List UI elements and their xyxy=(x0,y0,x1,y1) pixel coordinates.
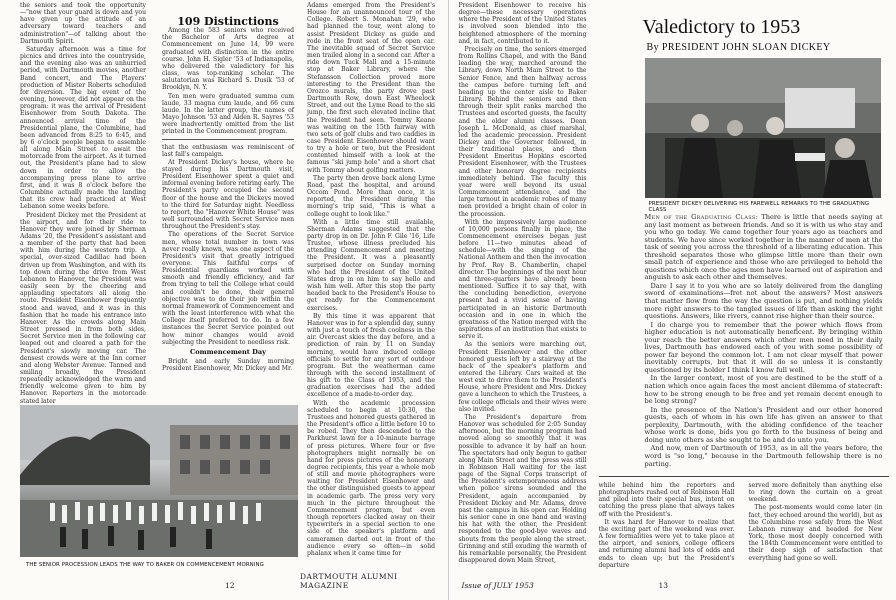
procession-photo-image xyxy=(20,405,298,557)
paragraph: With the impressively large audience of 10,000 persons finally in place, the Commencement exercises began just before 11—two minutes ahead of schedule—with the singing of the National Anthem and then the invocation by Prof. Roy B. Chamberlin, chapel director. The beginnings of the next hour and three-quarters have already been mentioned. Suffice it to say that, with the concluding benediction, everyone present had a vivid sense of having participated in an historic Dartmouth occasion and in one in which the greatness of the Nation merged with the aspirations of an institution that exists to serve it. xyxy=(458,218,587,341)
footer-magazine-title: DARTMOUTH ALUMNI MAGAZINE xyxy=(300,572,398,590)
paragraph: while behind him the reporters and photographers rushed out of Robinson Hall and piled into their special bus, intent on catching the press plane that always takes off with the President's. xyxy=(598,482,735,518)
paragraph: Bright and early Sunday morning President Eisenhower, Mr. Dickey and Mr. xyxy=(162,358,294,373)
paragraph: As the seniors were marching out, President Eisenhower and the other honored guests left by a stairway at the back of the speaker's platform and entered the Library. Cars waited at the west exit to drive them to the President's House, where President and Mrs. Dickey gave a luncheon to which the Trustees, a few college officials and their wives were also invited. xyxy=(458,341,587,413)
address-paragraph: And now, men of Dartmouth of 1953, as in all the years before, the word is "so long," because in the Dartmouth fellowship there is no parting. xyxy=(644,444,883,468)
section-heading: 109 Distinctions xyxy=(177,15,279,28)
paragraph: It was hard for Hanover to realize that the exciting part of the weekend was over. A few formalities were yet to take place at the airport, and seniors, college officers and returning alumni had lots of odds and ends to clean up; but the President's departure xyxy=(598,518,735,569)
right-page xyxy=(449,0,896,600)
footer-issue-date: Issue of JULY 1953 xyxy=(461,581,534,590)
address-paragraph: Dare I say it to you who are so lately delivered from the dangling sword of examinations—fret not about the answers? Most answers that matter flow from the way the question is put, and nothing yields more right answers to the tangled issues of life than asking the right questions. Answers, like rivers, cannot rise higher than their source. xyxy=(644,281,883,321)
address-paragraph: In the presence of the Nation's President and our other honored guests, each of whom in his own life has given an answer to that perplexity, Dartmouth, with the abiding confidence of the teacher whose work is done, bids you go forth to the business of being and doing unto others as she sought to be and do unto you. xyxy=(644,405,883,444)
right-column-2 xyxy=(599,482,735,578)
paragraph: Precisely on time, the seniors emerged from Rollins Chapel, and with the Band leading the way, marched around the Library, down North Main Street to the Senior Fence, and then halfway across the campus before turning left and heading up the center aisle to Baker Library. Behind the seniors and then through their split ranks marched the Trustees and escorted guests, the faculty and the older alumni classes. Dean Joseph L. McDonald, as chief marshal, led the academic procession. President Dickey and the Governor followed, in their traditional places, and then President Emeritus Hopkins escorted President Eisenhower, with the Trustees and other honorary degree recipients immediately behind. The faculty this year were well beyond its usual Commencement attendance, and the large turnout in academic robes of many men provided a bright chain of color in the procession. xyxy=(458,45,587,218)
page-number-left: 12 xyxy=(225,581,235,590)
address-paragraph: In the larger context, most of you are destined to be the stuff of a nation which once again faces the most ancient dilemma of statecraft: how to be strong enough to be free and yet remain decent enough to be long strong? xyxy=(644,374,883,406)
address-opening: There is little that needs saying at any last moment as between friends. And so it is with us who stay and you who go today. We came together four years ago as teachers and students. We have since worked together in the manner of men at the task of seeing you across the threshold of a liberating education. This threshold separates those who glimpse little more than their own small patch of experience and those who are privileged to behold the questions which once the ages men have learned out of aspiration and anguish to ask each other and themselves. xyxy=(644,213,883,282)
paragraph: Among the 583 seniors who received the Bachelor of Arts degree at Commencement on June 14, 99 were graduated with distinction in the entire course. John H. Sigler '53 of Indianapolis, who delivered the valedictory for his class, was top-ranking scholar. The salutatorian was Richard S. Dusik '53 of Brooklyn, N. Y. xyxy=(162,27,294,92)
valedictory-address xyxy=(645,214,883,472)
dickey-photo-image xyxy=(645,58,881,198)
paragraph: With a little time still available, Sherman Adams suggested that the party drop in on Dr. John F. Gile '16, Life Trustee, whose illness precluded his attending Commencement and meeting the President. It was a pleasantly surprised doctor on Sunday morning who had the President of the United States drop in on him to say hello and wish him well. After this stop the party headed back to the President's House to get ready for the Commencement exercises. xyxy=(307,218,435,312)
address-divider xyxy=(599,476,889,477)
paragraph: The operations of the Secret Service men, whose total number in town was never really known, was one aspect of the President's visit that greatly intrigued everyone. This faithful corps of Presidential guardians worked with smooth and friendly efficiency, and far from trying to tell the College what could and couldn't be done, their general objective was to do their job within the normal framework of Commencement and with the least interference with what the College itself preferred to do. In a few instances the Secret Service pointed out how minor changes would avoid subjecting the President to needless risk. xyxy=(162,231,294,346)
dickey-photo xyxy=(645,58,881,198)
paragraph: Adams emerged from the President's House for an unannounced tour of the College. Robert S. Monahan '29, who had planned the tour, went along to assist President Dickey as guide and rode in the front seat of the open car. The inevitable squad of Secret Service men trailed along in a second car. After a ride down Tuck Mall and a 15-minute stop at Baker Library, where the Stefansson Collection proved more interesting to the President than the Orozco murals, the party drove past Dartmouth Row, down East Wheelock Street, and out the Lyme Road to the ski jump, the first such elevated incline that the President had seen. Tommy Keane was waiting on the 15th fairway with two sets of golf clubs and two caddies in case President Eisenhower should want to try a hole or two, but the President contented himself with a look at the famous "ski jump hole" and a short chat with Tommy about golfing matters. xyxy=(307,2,435,174)
article-title: Valedictory to 1953 xyxy=(642,16,801,38)
procession-photo xyxy=(20,405,298,557)
address-paragraph: I do charge you to remember that the power which flows from higher education is not automatically beneficent. By bringing within your reach the better answers which other men need in their daily lives, Dartmouth has endowed each of you with some possibility of power far beyond the common lot. I am not clear myself that power inevitably corrupts, but that it will do so unless it is constantly questioned by its holder I think I know full well. xyxy=(644,320,883,374)
paragraph: served more definitely than anything else to ring down the curtain on a great weekend. xyxy=(748,482,883,504)
paragraph: By this time it was apparent that Hanover was in for a splendid day, sunny with just a touch of fresh coolness in the air. Overcast skies the day before, and a prediction of rain by 11 on Sunday morning, would have induced college officials to settle for any sort of outdoor program. But the weatherman came through with the second installment of his gift to the Class of 1953, and the graduation exercises had the added excellence of a made-to-order day. xyxy=(307,312,435,399)
paragraph: Ten men were graduated summa cum laude, 33 magna cum laude, and 66 cum laude. In the latter group, the names of Mayo Johnson '53 and Alden R. Sayres '53 were inadvertently omitted from the list printed in the Commencement program. xyxy=(162,92,294,136)
paragraph: President Dickey met the President at the airport, and for their ride to Hanover they were joined by Sherman Adams '20, the President's assistant and a member of the party that had been with him during the western trip. A special, over-sized Cadillac had been driven up from Washington, and with its top down during the drive from West Lebanon to Hanover, the President was easily seen by the cheering and applauding spectators all along the route. President Eisenhower frequently stood and waved, and it was in this fashion that he made his entrance into Hanover. As the crowds along Main Street pressed in from both sides, Secret Service men in the following car leaped out and cleared a path for the President's slowly moving car. The densest crowds were at the Inn corner and along Webster Avenue. Tanned and smiling broadly, the President repeatedly acknowledged the warm and friendly welcome given to him by Hanover. Reporters in the motorcade stated later xyxy=(20,211,146,405)
paragraph: The post-moments would come later (in fact, they echoed around the world), but as the Columbine rose safely from the West Lebanon runway and headed for New York, those most deeply concerned with the 184th Commencement were entitled to their deep sigh of satisfaction that everything had gone so well. xyxy=(748,504,883,562)
section-subheading: Commencement Day xyxy=(190,347,266,356)
paragraph: At President Dickey's house, where he stayed during his Dartmouth visit, President Eisenhower spent a quiet and informal evening before retiring early. The President's party occupied the second floor of the house and the Dickeys moved to the third for Saturday night. Needless to report, the "Hanover White House" was well surrounded with Secret Service men throughout the President's stay. xyxy=(162,158,294,231)
right-column-3 xyxy=(749,482,883,578)
address-salutation: Men of the Graduating Class: xyxy=(644,213,759,221)
paragraph: the seniors and took the opportunity—"now that your guard is down and you have given up the attitude of an adversary toward teachers and administration"—of talking about the Dartmouth Spirit. xyxy=(20,2,146,45)
section-rule xyxy=(162,139,294,140)
left-column-2 xyxy=(162,2,294,397)
page-number-right: 13 xyxy=(658,581,669,590)
paragraph: The party then drove back along Lyme Road, past the hospital, and around Occom Pond. More than once, it is reported, the President during the morning's trip said, "This is what a college ought to look like." xyxy=(307,174,435,218)
left-column-3 xyxy=(307,2,435,582)
right-column-1 xyxy=(458,2,587,565)
paragraph: Saturday afternoon was a time for picnics and drives into the countryside, and the evening also was an unhurried period, with Dartmouth movies, another Band concert, and The Players' production of Mister Roberts scheduled for diversion. The big event of the evening, however, did not appear on the program: it was the arrival of President Eisenhower from South Dakota. The announced arrival time of the Presidential plane, the Columbine, had been advanced from 8:25 to 6:45, and by 6 o'clock people began to assemble all along Main Street to await the motorcade from the airport. As it turned out, the President's plane had to slow down in order to allow the accompanying press plane to arrive first, and it was 8 o'clock before the Columbine actually made the landing that its crew had practiced at West Lebanon some weeks before. xyxy=(20,45,146,211)
paragraph: that the enthusiasm was reminiscent of last fall's campaign. xyxy=(162,143,294,158)
procession-photo-caption: THE SENIOR PROCESSION LEADS THE WAY TO BAKER ON COMMENCEMENT MORNING xyxy=(26,562,264,568)
paragraph: The President's departure from Hanover was scheduled for 2:05 Sunday afternoon, but the morning program had moved along so smoothly that it was possible to advance it by half an hour. The spectators had only begun to gather along Main Street and the press was still in Robinson Hall waiting for the last page of the Signal Corps transcript of the President's extemporaneous address when police sirens sounded and the President, again accompanied by President Dickey and Mr. Adams, drove past the campus in his open car. Holding his senior cane in one hand and waving his hat with the other, the President responded to the good-bye waves and shouts from the people along the street. Grinning and still exuding the warmth of his remarkable personality, the President disappeared down Main Street, xyxy=(458,413,587,565)
article-byline: By PRESIDENT JOHN SLOAN DICKEY xyxy=(646,42,831,53)
address-paragraph xyxy=(645,214,883,282)
dickey-photo-caption: PRESIDENT DICKEY DELIVERING HIS FAREWELL REMARKS TO THE GRADUATING CLASS xyxy=(648,201,870,213)
paragraph: With the academic procession scheduled to begin at 10:30, the Trustees and honored guests gathered in the President's office a little before 10 to be robed. They then descended to the Parkhurst lawn for a 10-minute barrage of press pictures. Where four or five photographers might normally be on hand for press pictures of the honorary degree recipients, this year a whole mob of still and movie photographers were waiting for President Eisenhower and the other distinguished guests to appear in academic garb. The press very very much in the picture throughout the Commencement program, but even though reporters clacked away on their typewriters in a special section to one side of the speaker's platform and cameramen darted out in front of the audience every so often—in solid phalanx when it came time for xyxy=(307,399,435,557)
paragraph: President Eisenhower to receive his degree—these necessary operations where the President of the United States is involved soon blended into the heightened atmosphere of the morning and, in fact, contributed to it. xyxy=(458,2,587,45)
